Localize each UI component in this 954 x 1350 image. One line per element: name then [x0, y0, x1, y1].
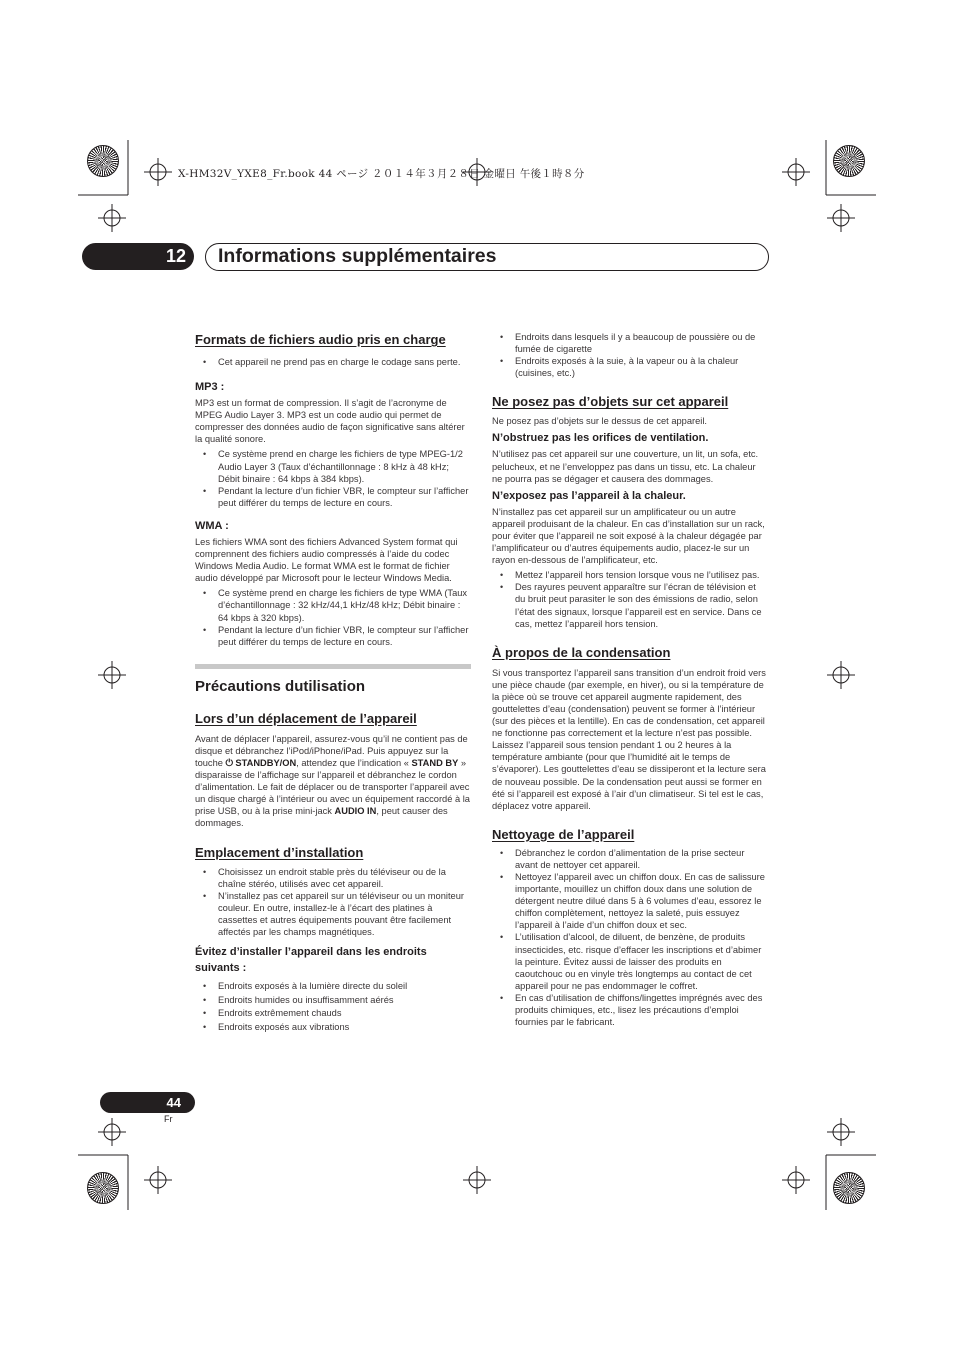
list-item: • Endroits extrêmement chauds: [195, 1007, 471, 1021]
wma-text: Les fichiers WMA sont des fichiers Advanced System format qui comprennent des fichiers audio compressés à l’aide du codec Windows Media Audio. Le format WMA est le format de fichier audio développé par Microsoft pour le lecteur Windows Media.: [195, 536, 458, 584]
list-item: • N’installez pas cet appareil sur un téléviseur ou un moniteur couleur. En outre, installez-le à l’écart des platines à cassettes et autres équipements pouvant être facilement affectés par les champs magnétiques.: [195, 890, 471, 938]
cleaning-bullets: [492, 847, 768, 1028]
heat-heading: N’exposez pas l’appareil à la chaleur.: [492, 489, 686, 502]
list-item: • L’utilisation d’alcool, de diluent, de benzène, de produits insecticides, etc. risque d’effacer les inscriptions et d’abimer la peinture. Évitez aussi de laisser des produits en caoutchouc ou en vinyle très longtemps au contact de cet appareil pour ne pas endommager le coffret.: [492, 931, 768, 991]
list-item: • Endroits exposés à la suie, à la vapeur ou à la chaleur (cuisines, etc.): [492, 355, 768, 379]
moving-text: Avant de déplacer l’appareil, assurez-vous qu’il ne contient pas de disque et débranchez l’iPod/iPhone/iPad. Puis appuyez sur la touche ⏻ STANDBY/ON, attendez que l’indication « STAND BY » disparaisse de l’affichage sur l’appareil et débranchez le cordon d’alimentation. Le fait de déplacer ou de transporter l’appareil avec un disque chargé à l’intérieur ou avec un équipement raccordé à la prise USB, ou à la prise mini-jack AUDIO IN, peut causer des dommages.: [195, 733, 470, 829]
page-language: Fr: [164, 1114, 173, 1124]
mp3-bullets: [195, 448, 471, 508]
wma-heading: WMA :: [195, 519, 229, 532]
placement-heading: Emplacement d’installation: [195, 844, 364, 860]
list-item: • Pendant la lecture d’un fichier VBR, le compteur sur l’afficher peut différer du temps de lecture en cours.: [195, 624, 471, 648]
section-divider-bar: [195, 664, 471, 669]
avoid-bullets-continued: [492, 331, 768, 379]
list-item: • Endroits exposés à la lumière directe du soleil: [195, 980, 471, 994]
formats-heading: Formats de fichiers audio pris en charge: [195, 332, 446, 347]
book-info-line: X-HM32V_YXE8_Fr.book 44 ページ ２０１４年３月２８日 金曜日 午後１時８分: [178, 168, 585, 180]
wma-bullets: [195, 587, 471, 647]
standby-label: STAND BY: [411, 757, 459, 768]
page-number: 44: [166, 1095, 181, 1110]
list-item: • Cet appareil ne prend pas en charge le codage sans perte.: [195, 356, 471, 368]
list-item: • Ce système prend en charge les fichiers de type MPEG-1/2 Audio Layer 3 (Taux d’échantillonnage : 8 kHz à 48 kHz; Débit binaire : 64 kbps à 384 kbps).: [195, 448, 471, 484]
condensation-heading: À propos de la condensation: [492, 644, 671, 660]
chapter-number: 12: [165, 246, 186, 266]
avoid-heading: Évitez d’installer l’appareil dans les endroits suivants :: [195, 946, 427, 975]
condensation-text: Si vous transportez l’appareil sans transition d’un endroit froid vers une pièce chaude (par exemple, en hiver), ou si la température de la pièce où se trouve cet appareil augmente rapidement, des gouttelettes d’eau (condensation) peuvent se former à l’intérieur (sur des pièces et la lentille). En cas de condensation, cet appareil ne fonctionne pas correctement et la lecture n’est pas possible. Laissez l’appareil sous tension pendant 1 ou 2 heures à la température ambiante (pour que l’humidité ait le temps de s’évaporer). Les gouttelettes d’eau se dissiperont et la lecture sera de nouveau possible. De la condensation peut aussi se former en été si l’appareil est exposé à l’air d’un climatiseur. Si tel est le cas, déplacez votre appareil.: [492, 667, 766, 811]
chapter-title: Informations supplémentaires: [218, 245, 497, 267]
mp3-heading: MP3 :: [195, 381, 225, 394]
heat-text: N’installez pas cet appareil sur un amplificateur ou un autre appareil produisant de la chaleur. En cas d’installation sur un rack, pour éviter que l’appareil ne soit exposé à la chaleur dégagée par l’amplificateur ou d’autres équipements audio, placez-le sur un rayon en-dessous de l’amplificateur, etc.: [492, 506, 765, 566]
list-item: • Choisissez un endroit stable près du téléviseur ou de la chaîne stéréo, utilisés avec cet appareil.: [195, 866, 471, 890]
precautions-heading: Précautions dutilisation: [195, 677, 366, 695]
list-item: • Mettez l’appareil hors tension lorsque vous ne l’utilisez pas.: [492, 569, 768, 581]
list-item: • Endroits exposés aux vibrations: [195, 1021, 471, 1035]
moving-heading: Lors d’un déplacement de l’appareil: [195, 710, 417, 726]
standby-key: ⏻ STANDBY/ON: [225, 757, 297, 768]
placement-bullets: [195, 866, 471, 939]
list-item: • Des rayures peuvent apparaître sur l’écran de télévision et du bruit peut parasiter le son des émissions de radio, selon l’état des signaux, lorsque l’appareil est en service. Dans ce cas, mettez l’appareil hors tension.: [492, 581, 768, 629]
formats-bullets: [195, 356, 471, 368]
list-item: • Endroits dans lesquels il y a beaucoup de poussière ou de fumée de cigarette: [492, 331, 768, 355]
heat-bullets: [492, 569, 768, 629]
list-item: • Débranchez le cordon d’alimentation de la prise secteur avant de nettoyer cet appareil.: [492, 847, 768, 871]
list-item: • En cas d’utilisation de chiffons/lingettes imprégnés avec des produits chimiques, etc., lisez les précautions d’emploi fournies par le fabricant.: [492, 992, 768, 1028]
left-column: [195, 331, 471, 1034]
list-item: • Pendant la lecture d’un fichier VBR, le compteur sur l’afficher peut différer du temps de lecture en cours.: [195, 485, 471, 509]
avoid-bullets: [195, 980, 471, 1034]
cleaning-heading: Nettoyage de l’appareil: [492, 826, 635, 842]
right-column: [492, 331, 768, 1028]
objects-heading: Ne posez pas d’objets sur cet appareil: [492, 394, 729, 410]
list-item: • Ce système prend en charge les fichiers de type WMA (Taux d’échantillonnage : 32 kHz/44,1 kHz/48 kHz; Débit binaire : 64 kbps à 320 kbps).: [195, 587, 471, 623]
objects-text: Ne posez pas d’objets sur le dessus de cet appareil.: [492, 416, 707, 427]
ventilation-text: N’utilisez pas cet appareil sur une couverture, un lit, un sofa, etc. pelucheux, et ne l’enveloppez pas dans un tissu, etc. La chaleur ne pourra pas se dégager et causera des dommages.: [492, 449, 759, 484]
mp3-text: MP3 est un format de compression. Il s’agit de l’acronyme de MPEG Audio Layer 3. MP3 est un code audio qui permet de compresser des données audio de façon significative sans altérer la qualité sonore.: [195, 398, 465, 445]
list-item: • Nettoyez l’appareil avec un chiffon doux. En cas de salissure importante, mouillez un chiffon doux dans une solution de détergent neutre dilué dans 5 à 6 volumes d’eau, essorez le chiffon complètement, nettoyez la saleté, puis essuyez l’appareil à l’aide d’un chiffon doux et sec.: [492, 871, 768, 931]
audio-in-label: AUDIO IN: [334, 806, 377, 817]
ventilation-heading: N’obstruez pas les orifices de ventilation.: [492, 432, 709, 445]
list-item: • Endroits humides ou insuffisamment aérés: [195, 994, 471, 1008]
